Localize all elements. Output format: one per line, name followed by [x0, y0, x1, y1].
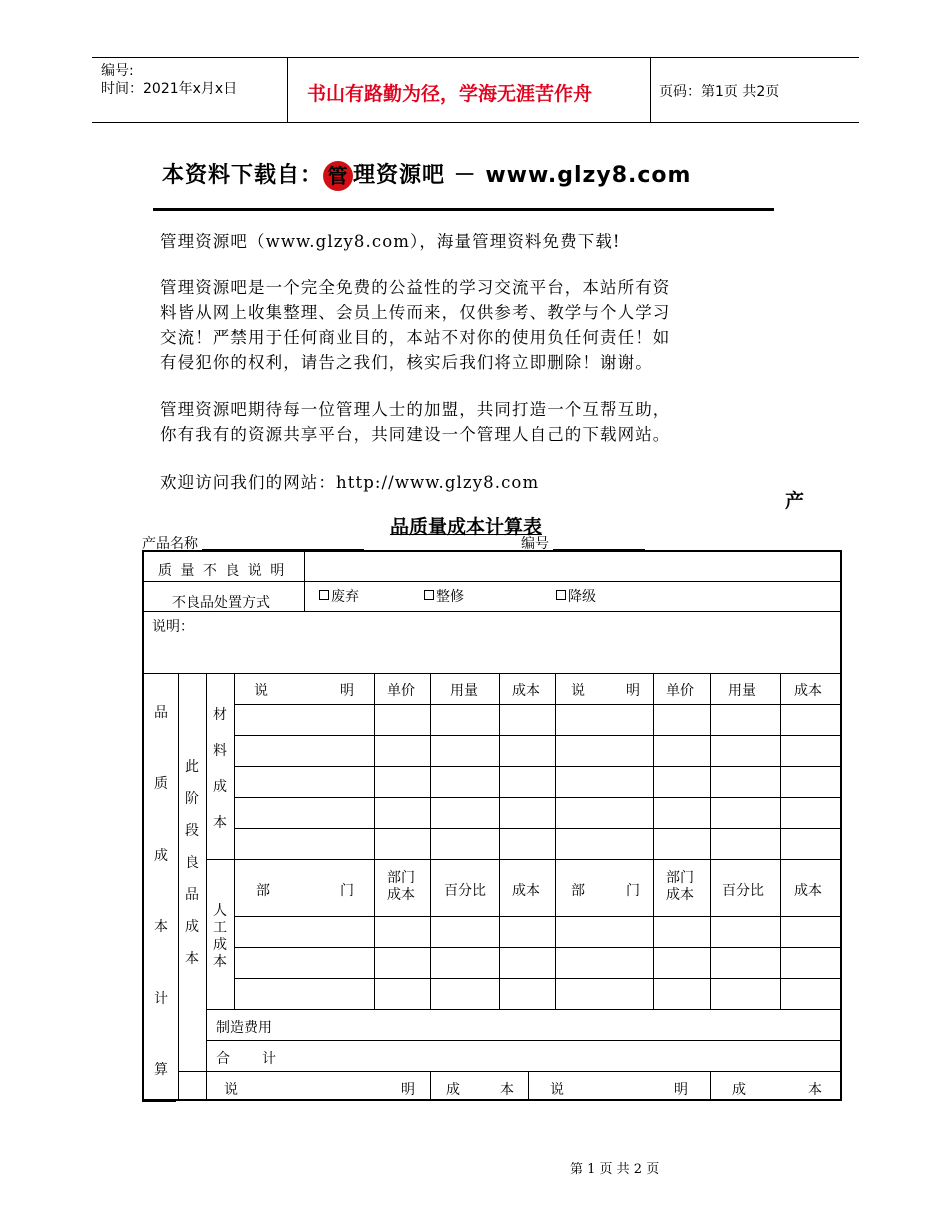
banner-para-2-line-2: 料皆从网上收集整理、会员上传而来，仅供参考、教学与个人学习	[160, 303, 671, 322]
labor-header-dept-cost-2-l1: 部门	[666, 870, 694, 886]
option-downgrade[interactable]	[556, 586, 596, 606]
material-header-desc-1b: 明	[340, 683, 354, 699]
bottom-header-cost-2b: 本	[808, 1082, 822, 1098]
quality-defect-label: 质 量 不 良 说 明	[158, 563, 287, 579]
banner-para-2-line-1: 管理资源吧是一个完全免费的公益性的学习交流平台，本站所有资	[160, 278, 671, 297]
material-header-unit-price-1: 单价	[387, 683, 415, 699]
header-motto: 书山有路勤为径，学海无涯苦作舟	[307, 83, 593, 105]
material-header-desc-2a: 说	[571, 683, 585, 699]
banner-para-3-line-1: 管理资源吧期待每一位管理人士的加盟，共同打造一个互帮互助，	[160, 400, 671, 419]
bottom-header-desc-1b: 明	[401, 1082, 415, 1098]
header-number-label: 编号:	[101, 63, 134, 79]
stage-label-char: 良	[185, 855, 199, 871]
bottom-header-cost-2a: 成	[732, 1082, 746, 1098]
side-label-char: 本	[154, 919, 168, 935]
banner-para-1: 管理资源吧（www.glzy8.com），海量管理资料免费下载!	[160, 232, 621, 251]
form-bottom-left-bar	[142, 1099, 176, 1102]
banner-title	[162, 158, 691, 191]
side-label-char: 成	[154, 848, 168, 864]
side-label-char: 质	[154, 776, 168, 792]
header-time-label: 时间：2021年x月x日	[101, 81, 238, 97]
option-rework[interactable]	[424, 586, 464, 606]
material-header-cost-1: 成本	[512, 683, 540, 699]
material-label-char: 材	[213, 707, 227, 723]
banner-para-3-line-2: 你有我有的资源共享平台，共同建设一个管理人自己的下载网站。	[160, 425, 671, 444]
total-label-1: 合	[216, 1051, 230, 1067]
banner-title-prefix: 本资料下载自：	[162, 163, 324, 188]
stage-label-char: 本	[185, 951, 199, 967]
bottom-header-desc-2a: 说	[550, 1082, 564, 1098]
labor-label-char: 成	[213, 937, 227, 953]
stage-label-char: 此	[185, 759, 199, 775]
option-scrap-label: 废弃	[331, 589, 359, 605]
stage-label-char: 成	[185, 919, 199, 935]
labor-header-dept-1b: 门	[340, 883, 354, 899]
checkbox-icon	[556, 590, 566, 600]
labor-header-dept-cost-2-l2: 成本	[666, 887, 694, 903]
labor-label-char: 人	[213, 903, 227, 919]
bottom-header-cost-1b: 本	[500, 1082, 514, 1098]
labor-header-cost-1: 成本	[512, 883, 540, 899]
labor-header-pct-2: 百分比	[722, 883, 764, 899]
bottom-header-desc-2b: 明	[674, 1082, 688, 1098]
labor-label-char: 工	[213, 920, 227, 936]
labor-header-dept-cost-1-l2: 成本	[387, 887, 415, 903]
header-page-info: 页码：第1页 共2页	[659, 84, 780, 100]
labor-header-cost-2: 成本	[794, 883, 822, 899]
stage-label-char: 段	[185, 823, 199, 839]
labor-header-dept-cost-1	[387, 870, 415, 904]
labor-header-dept-2b: 门	[626, 883, 640, 899]
material-header-qty-2: 用量	[728, 683, 756, 699]
banner-title-suffix: 理资源吧 － www.glzy8.com	[353, 163, 692, 188]
material-label-char: 料	[213, 743, 227, 759]
manufacturing-cost-label: 制造费用	[216, 1020, 272, 1036]
checkbox-icon	[319, 590, 329, 600]
number-label: 编号	[521, 536, 549, 552]
labor-header-pct-1: 百分比	[444, 883, 486, 899]
quality-defect-input[interactable]	[306, 554, 840, 580]
side-label-char: 算	[154, 1062, 168, 1078]
labor-header-dept-2a: 部	[571, 883, 585, 899]
material-header-qty-1: 用量	[450, 683, 478, 699]
cost-form-table	[142, 550, 842, 1101]
product-name-label: 产品名称	[142, 536, 198, 552]
material-label-char: 本	[213, 815, 227, 831]
labor-header-dept-cost-2	[666, 870, 694, 904]
option-rework-label: 整修	[436, 589, 464, 605]
material-header-desc-1a: 说	[254, 683, 268, 699]
checkbox-icon	[424, 590, 434, 600]
material-header-unit-price-2: 单价	[666, 683, 694, 699]
labor-label-char: 本	[213, 954, 227, 970]
footer-page-text: 第 1 页 共 2 页	[570, 1162, 660, 1177]
material-header-desc-2b: 明	[626, 683, 640, 699]
bottom-header-desc-1a: 说	[224, 1082, 238, 1098]
logo-icon: 管	[323, 161, 353, 191]
material-header-cost-2: 成本	[794, 683, 822, 699]
option-scrap[interactable]	[319, 586, 359, 606]
banner-para-2-line-4: 有侵犯你的权利，请告之我们，核实后我们将立即删除！谢谢。	[160, 353, 653, 372]
stage-label-char: 品	[185, 887, 199, 903]
labor-header-dept-cost-1-l1: 部门	[387, 870, 415, 886]
note-input[interactable]	[146, 634, 838, 670]
disposal-label: 不良品处置方式	[172, 595, 270, 611]
note-label: 说明：	[152, 619, 194, 635]
bottom-header-cost-1a: 成	[446, 1082, 460, 1098]
total-label-2: 计	[262, 1051, 276, 1067]
side-label-char: 品	[154, 705, 168, 721]
side-label-char: 计	[154, 991, 168, 1007]
banner-divider	[153, 208, 774, 211]
form-title-first-char: 产	[785, 490, 805, 512]
banner-para-4: 欢迎访问我们的网站：http://www.glzy8.com	[160, 473, 540, 492]
stage-label-char: 阶	[185, 791, 199, 807]
material-label-char: 成	[213, 779, 227, 795]
labor-header-dept-1a: 部	[256, 883, 270, 899]
option-downgrade-label: 降级	[568, 589, 596, 605]
banner-para-2-line-3: 交流！严禁用于任何商业目的，本站不对你的使用负任何责任！如	[160, 328, 671, 347]
form-title: 品质量成本计算表	[390, 516, 543, 538]
